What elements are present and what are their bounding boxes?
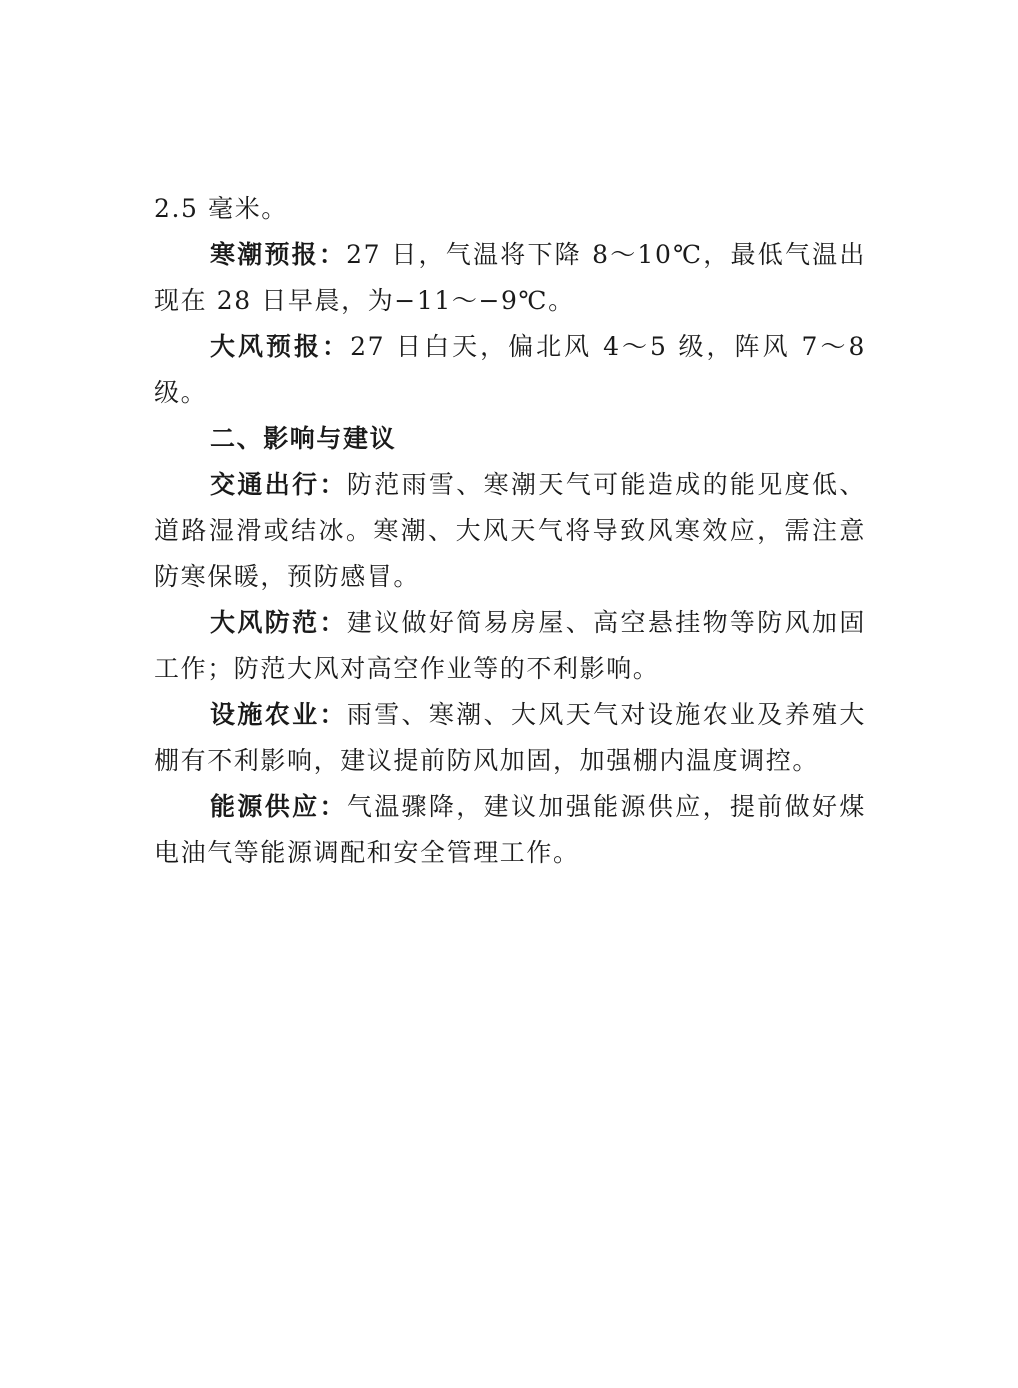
paragraph-lead: 交通出行： xyxy=(210,470,347,499)
paragraph-rain-amount xyxy=(154,186,866,232)
paragraph-wind-protection xyxy=(154,600,866,692)
paragraph-energy-supply xyxy=(154,784,866,876)
paragraph-lead: 寒潮预报： xyxy=(210,240,347,269)
paragraph-text: 2.5 毫米。 xyxy=(154,194,288,223)
paragraph-cold-wave-forecast xyxy=(154,232,866,324)
paragraph-text: 雨雪、寒潮、大风天气对设施农业及养殖大棚有不利影响，建议提前防风加固，加强棚内温度调控。 xyxy=(154,700,866,775)
paragraph-text: 27 日，气温将下降 8～10℃，最低气温出现在 28 日早晨，为−11～−9℃。 xyxy=(154,240,866,315)
document-body xyxy=(154,186,866,876)
paragraph-text: 27 日白天，偏北风 4～5 级，阵风 7～8 级。 xyxy=(154,332,866,407)
paragraph-lead: 大风预报： xyxy=(210,332,351,361)
paragraph-lead: 能源供应： xyxy=(210,792,347,821)
paragraph-text: 防范雨雪、寒潮天气可能造成的能见度低、道路湿滑或结冰。寒潮、大风天气将导致风寒效应，需注意防寒保暖，预防感冒。 xyxy=(154,470,866,591)
paragraph-wind-forecast xyxy=(154,324,866,416)
section-heading xyxy=(154,416,866,462)
paragraph-traffic xyxy=(154,462,866,600)
paragraph-lead: 大风防范： xyxy=(210,608,347,637)
paragraph-text: 建议做好简易房屋、高空悬挂物等防风加固工作；防范大风对高空作业等的不利影响。 xyxy=(154,608,866,683)
paragraph-text: 气温骤降，建议加强能源供应，提前做好煤电油气等能源调配和安全管理工作。 xyxy=(154,792,866,867)
section-heading-text: 二、影响与建议 xyxy=(210,424,397,453)
paragraph-lead: 设施农业： xyxy=(210,700,347,729)
paragraph-facility-agriculture xyxy=(154,692,866,784)
